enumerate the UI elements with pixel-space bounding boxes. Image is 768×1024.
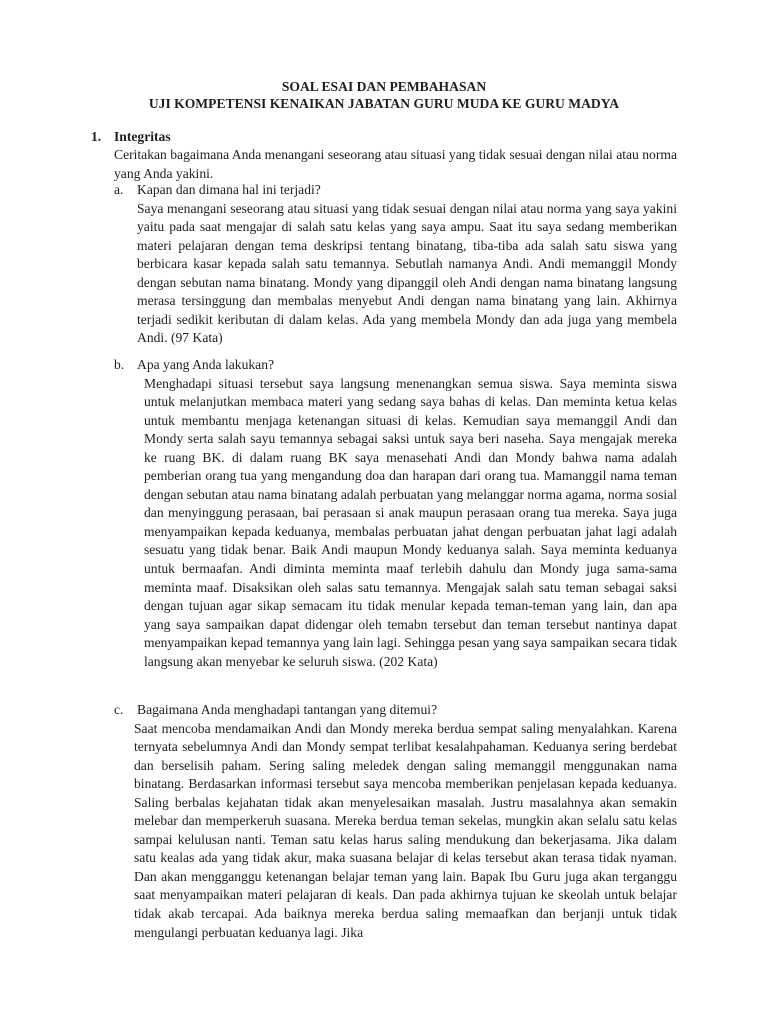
section-title: Integritas (114, 129, 171, 144)
document-title-line-2: UJI KOMPETENSI KENAIKAN JABATAN GURU MUDA KE GURU MADYA (148, 96, 620, 111)
subquestion-text: Bagaimana Anda menghadapi tantangan yang ditemui? (137, 702, 438, 717)
subquestion-letter: b. (114, 357, 125, 372)
answer-paragraph: Saya menangani seseorang atau situasi yang tidak sesuai dengan nilai atau norma yang saya yakini yaitu pada saat mengajar di salah satu kelas yang saya ampu. Saat itu saya sedang memberikan materi pelajaran dengan tema deskripsi tentang binatang, tiba-tiba ada salah satu siswa yang berbicara kasar kepada salah satu temannya. Sebutlah namanya Andi. Andi memanggil Mondy dengan sebutan nama binatang. Mondy yang dipanggil oleh Andi dengan nama binatang langsung merasa tersinggung dan membalas menyebut Andi dengan nama binatang yang lain. Akhirnya terjadi sedikit keributan di dalam kelas. Ada yang membela Mondy dan ada juga yang membela Andi. (97 Kata) (137, 200, 677, 346)
subquestion-letter: c. (114, 702, 124, 717)
section-intro: Ceritakan bagaimana Anda menangani seseorang atau situasi yang tidak sesuai dengan nilai atau norma yang Anda yakini. (114, 147, 677, 181)
subquestion-letter: a. (114, 182, 124, 197)
section-number: 1. (91, 129, 102, 144)
answer-paragraph: Saat mencoba mendamaikan Andi dan Mondy mereka berdua sempat saling menyalahkan. Karena ternyata sebelumnya Andi dan Mondy sempat terlibat kesalahpahaman. Keduanya sering berdebat dan berselisih paham. Sering saling meledek dengan saling memanggil menggunakan nama binatang. Berdasarkan informasi tersebut saya mencoba memberikan penjelasan kepada keduanya. Saling berbalas kejahatan tidak akan menyelesaikan masalah. Justru masalahnya akan semakin melebar dan memperkeruh suasana. Mereka berdua teman sekelas, mungkin akan selalu satu kelas sampai kelulusan nanti. Teman satu kelas harus saling mendukung dan bekerjasama. Jika dalam satu kealas ada yang tidak akur, maka suasana belajar di kelas tersebut akan terasa tidak nyaman. Dan akan mengganggu ketenangan belajar teman yang lain. Bapak Ibu Guru juga akan terganggu saat menyampaikan materi pelajaran di keals. Dan pada akhirnya tujuan ke skeolah untuk belajar tidak akab tercapai. Ada baiknya mereka berdua saling memaafkan dan berjanji untuk tidak mengulangi perbuatan keduanya lagi. Jika (134, 720, 677, 940)
subquestion-text: Kapan dan dimana hal ini terjadi? (137, 182, 321, 197)
document-title-line-1: SOAL ESAI DAN PEMBAHASAN (281, 79, 487, 94)
answer-paragraph: Menghadapi situasi tersebut saya langsung menenangkan semua siswa. Saya meminta siswa untuk melanjutkan membaca materi yang sedang saya bahas di kelas. Dan meminta ketua kelas untuk membantu menjaga ketenangan situasi di kelas. Kemudian saya memanggil Andi dan Mondy serta salah sayu temannya sebagai saksi untuk saya beri naseha. Saya mengajak mereka ke ruang BK. di dalam ruang BK saya menasehati Andi dan Mondy bahwa nama adalah pemberian orang tua yang mengandung doa dan harapan dari orang tua. Mamanggil nama teman dengan sebutan atau nama binatang adalah perbuatan yang melanggar norma agama, norma sosial dan menyinggung perasaan, bai perasaan si anak maupun perasaan orang tua mereka. Saya juga menyampaikan kepada keduanya, membalas perbuatan jahat dengan perbuatan jahat lagi adalah sesuatu yang tidak benar. Baik Andi maupun Mondy keduanya salah. Saya meminta keduanya untuk bermaafan. Andi diminta meminta maaf terlebih dahulu dan Mondy juga sama-sama meminta maaf. Disaksikan oleh salas satu temannya. Mengajak salah satu teman sebagai saksi dengan tujuan agar sikap semacam itu tidak menular kepada teman-teman yang lain, dan apa yang saya sampaikan dapat didengar oleh temabn tersebut dan teman tersebut nantinya dapat menyampaikan kepad temannya yang lain lagi. Sehingga pesan yang saya sampaikan secara tidak langsung akan menyebar ke seluruh siswa. (202 Kata) (144, 375, 677, 669)
subquestion-text: Apa yang Anda lakukan? (137, 357, 275, 372)
